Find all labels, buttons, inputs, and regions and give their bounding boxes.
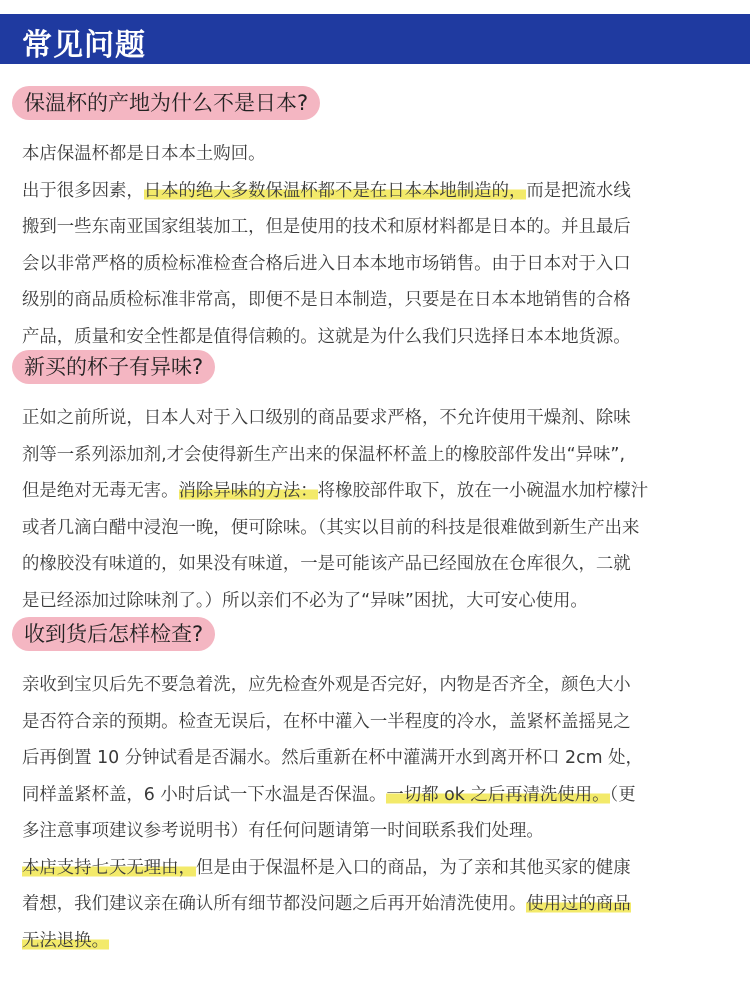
answer-text-segment: （更 bbox=[609, 784, 636, 805]
answer-text-segment: 着想，我们建议亲在确认所有细节都没问题之后再开始清洗使用。 bbox=[22, 894, 527, 914]
answer-line bbox=[22, 282, 732, 319]
question-label: 新买的杯子有异味? bbox=[12, 350, 215, 384]
answer-text-segment: 正如之前所说，日本人对于入口级别的商品要求严格，不允许使用干燥剂、除味 bbox=[22, 408, 631, 428]
answer-text-segment: 后再倒置 10 分钟试看是否漏水。然后重新在杯中灌满开水到离开杯口 2cm 处， bbox=[22, 748, 643, 768]
answer-line bbox=[22, 173, 732, 210]
answer-line bbox=[22, 923, 732, 960]
answer-line bbox=[22, 667, 732, 704]
answer-text-segment: 剂等一系列添加剂,才会使得新生产出来的保温杯杯盖上的橡胶部件发出“异味”, bbox=[22, 444, 625, 465]
answer-line bbox=[22, 246, 732, 283]
highlighted-text: 本店支持七天无理由， bbox=[22, 857, 196, 878]
page-title: 常见问题 bbox=[22, 28, 146, 63]
answer-text-segment: 亲收到宝贝后先不要急着洗，应先检查外观是否完好，内物是否齐全，颜色大小 bbox=[22, 675, 631, 695]
answer-text-segment: 或者几滴白醋中浸泡一晚，便可除味。（其实以目前的科技是很难做到新生产出来 bbox=[22, 517, 640, 538]
answer-text-segment: 但是由于保温杯是入口的商品，为了亲和其他买家的健康 bbox=[195, 857, 631, 878]
answer-line bbox=[22, 546, 732, 583]
answer-text bbox=[22, 136, 732, 355]
answer-text-segment: 同样盖紧杯盖，6 小时后试一下水温是否保温。 bbox=[22, 784, 387, 805]
answer-line bbox=[22, 209, 732, 246]
question-label: 收到货后怎样检查? bbox=[12, 617, 215, 651]
highlighted-text: 一切都 ok 之后再清洗使用。 bbox=[386, 784, 610, 805]
answer-text-segment: 多注意事项建议参考说明书）有任何问题请第一时间联系我们处理。 bbox=[22, 821, 544, 841]
answer-text-segment: 将橡胶部件取下，放在一小碗温水加柠檬汁 bbox=[317, 481, 649, 501]
answer-line bbox=[22, 400, 732, 437]
answer-line bbox=[22, 510, 732, 547]
answer-text-segment: 但是绝对无毒无害。 bbox=[22, 481, 179, 501]
faq-header-bar bbox=[0, 14, 750, 64]
highlighted-text: 使用过的商品 bbox=[526, 894, 631, 914]
answer-text-segment: 的橡胶没有味道的，如果没有味道，一是可能该产品已经囤放在仓库很久，二就 bbox=[22, 554, 631, 574]
answer-line bbox=[22, 850, 732, 887]
answer-line bbox=[22, 813, 732, 850]
answer-text-segment: 出于很多因素， bbox=[22, 180, 144, 201]
highlighted-text: 无法退换。 bbox=[22, 930, 109, 951]
answer-line bbox=[22, 583, 732, 620]
highlighted-text: 日本的绝大多数保温杯都不是在日本本地制造的， bbox=[143, 180, 527, 201]
answer-text-segment: 会以非常严格的质检标准检查合格后进入日本本地市场销售。由于日本对于入口 bbox=[22, 253, 631, 274]
answer-text-segment: 是否符合亲的预期。检查无误后，在杯中灌入一半程度的冷水，盖紧杯盖摇晃之 bbox=[22, 711, 631, 732]
answer-line bbox=[22, 886, 732, 923]
answer-text-segment: 是已经添加过除味剂了。）所以亲们不必为了“异味”困扰，大可安心使用。 bbox=[22, 590, 588, 611]
answer-line bbox=[22, 704, 732, 741]
answer-line bbox=[22, 136, 732, 173]
answer-line bbox=[22, 473, 732, 510]
answer-line bbox=[22, 740, 732, 777]
answer-text-segment: 产品，质量和安全性都是值得信赖的。这就是为什么我们只选择日本本地货源。 bbox=[22, 326, 631, 347]
answer-text-segment: 级别的商品质检标准非常高，即便不是日本制造，只要是在日本本地销售的合格 bbox=[22, 290, 631, 310]
answer-text bbox=[22, 400, 732, 619]
highlighted-text: 消除异味的方法： bbox=[178, 481, 318, 501]
answer-text-segment: 而是把流水线 bbox=[526, 180, 631, 201]
answer-line bbox=[22, 777, 732, 814]
question-label: 保温杯的产地为什么不是日本? bbox=[12, 86, 320, 120]
answer-line bbox=[22, 437, 732, 474]
answer-text-segment: 搬到一些东南亚国家组装加工，但是使用的技术和原材料都是日本的。并且最后 bbox=[22, 217, 631, 237]
answer-text-segment: 本店保温杯都是日本本土购回。 bbox=[22, 144, 266, 164]
answer-text bbox=[22, 667, 732, 959]
